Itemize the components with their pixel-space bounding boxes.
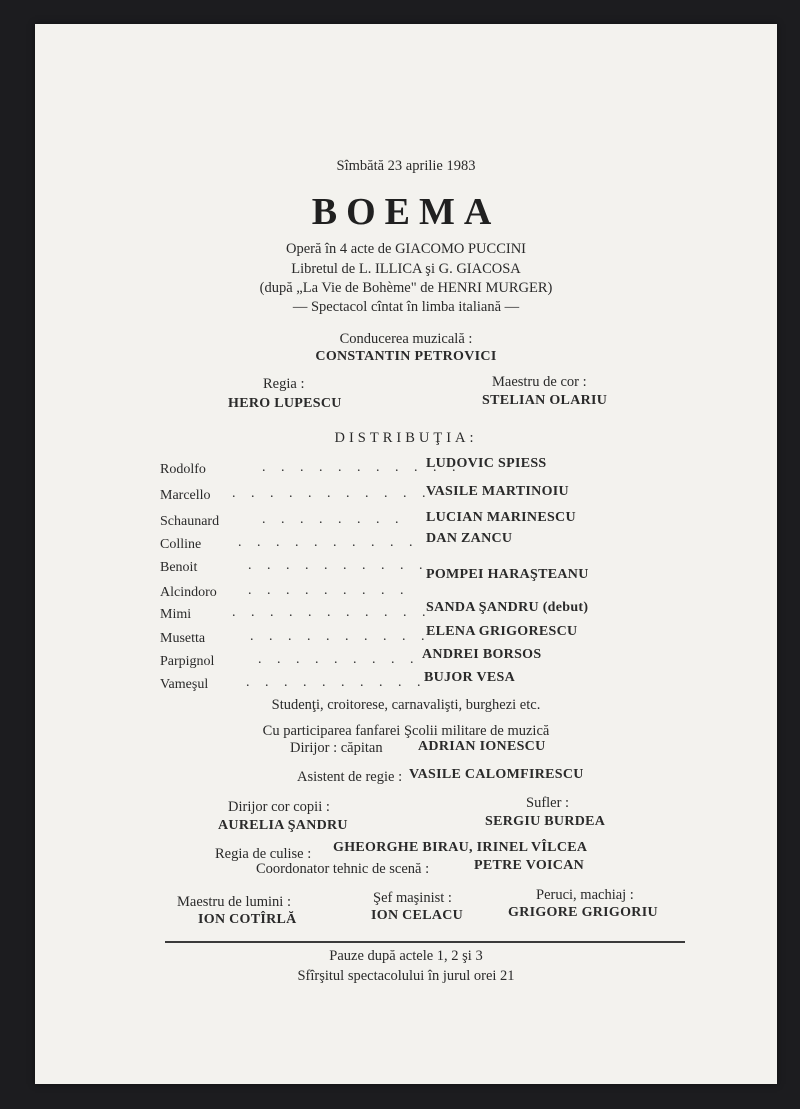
extras-line: Studenţi, croitorese, carnavalişti, burghezi etc. bbox=[271, 697, 541, 713]
assistant-director-label: Asistent de regie : bbox=[297, 769, 403, 785]
cast-role: Colline bbox=[160, 537, 202, 552]
cast-role: Alcindoro bbox=[160, 585, 217, 600]
cast-heading: DISTRIBUŢIA: bbox=[334, 430, 478, 446]
wigs-makeup-name: GRIGORE GRIGORIU bbox=[508, 905, 658, 920]
cast-actor: POMPEI HARAŞTEANU bbox=[426, 567, 589, 582]
cast-leader-dots: . . . . . . . . . . . bbox=[262, 460, 462, 475]
cast-actor: DAN ZANCU bbox=[426, 531, 513, 546]
stage-director-name: HERO LUPESCU bbox=[228, 396, 342, 411]
cast-leader-dots: . . . . . . . . . . bbox=[248, 558, 429, 573]
music-director-name: CONSTANTIN PETROVICI bbox=[315, 349, 497, 364]
subtitle-source: (după „La Vie de Bohème" de HENRI MURGER) bbox=[259, 280, 553, 296]
cast-role: Parpignol bbox=[160, 654, 215, 669]
chief-machinist-name: ION CELACU bbox=[371, 908, 464, 923]
subtitle-language: — Spectacol cîntat în limba italiană — bbox=[292, 299, 520, 315]
cast-actor: LUDOVIC SPIESS bbox=[426, 456, 547, 471]
subtitle-libretto: Libretul de L. ILLICA şi G. GIACOSA bbox=[291, 261, 521, 277]
cast-actor: SANDA ŞANDRU (debut) bbox=[426, 600, 589, 615]
chorus-master-label: Maestru de cor : bbox=[492, 374, 587, 390]
band-conductor-name: ADRIAN IONESCU bbox=[418, 739, 546, 754]
intermission-note: Pauze după actele 1, 2 şi 3 bbox=[329, 948, 483, 964]
performance-date: Sîmbătă 23 aprilie 1983 bbox=[336, 158, 476, 174]
technical-coordinator-label: Coordonator tehnic de scenă : bbox=[256, 861, 430, 877]
cast-leader-dots: . . . . . . . . . . bbox=[246, 675, 427, 690]
cast-actor: LUCIAN MARINESCU bbox=[426, 510, 576, 525]
cast-role: Rodolfo bbox=[160, 462, 206, 477]
cast-actor: ELENA GRIGORESCU bbox=[426, 624, 578, 639]
subtitle-composer: Operă în 4 acte de GIACOMO PUCCINI bbox=[285, 241, 526, 257]
lighting-master-name: ION COTÎRLĂ bbox=[198, 912, 297, 927]
chief-machinist-label: Şef maşinist : bbox=[373, 890, 452, 906]
stage-manager-label: Regia de culise : bbox=[215, 846, 312, 862]
children-chorus-label: Dirijor cor copii : bbox=[228, 799, 330, 815]
cast-leader-dots: . . . . . . . . . bbox=[248, 583, 410, 598]
cast-role: Schaunard bbox=[160, 514, 220, 529]
cast-role: Musetta bbox=[160, 631, 206, 646]
cast-role: Mimi bbox=[160, 607, 192, 622]
band-conductor-label: Dirijor : căpitan bbox=[290, 740, 383, 756]
wigs-makeup-label: Peruci, machiaj : bbox=[536, 887, 634, 903]
prompter-label: Sufler : bbox=[526, 795, 570, 811]
cast-actor: BUJOR VESA bbox=[424, 670, 516, 685]
music-director-label: Conducerea muzicală : bbox=[339, 331, 473, 347]
technical-coordinator-name: PETRE VOICAN bbox=[474, 858, 585, 873]
cast-leader-dots: . . . . . . . . bbox=[262, 512, 405, 527]
footer-divider bbox=[165, 941, 685, 943]
end-time-note: Sfîrşitul spectacolului în jurul orei 21 bbox=[297, 968, 515, 984]
cast-leader-dots: . . . . . . . . . . . bbox=[232, 486, 432, 501]
prompter-name: SERGIU BURDEA bbox=[485, 814, 606, 829]
cast-role: Benoit bbox=[160, 560, 198, 575]
band-line: Cu participarea fanfarei Şcolii militare de muzică bbox=[262, 723, 550, 739]
lighting-master-label: Maestru de lumini : bbox=[177, 894, 291, 910]
cast-actor: ANDREI BORSOS bbox=[422, 647, 542, 662]
assistant-director-name: VASILE CALOMFIRESCU bbox=[409, 767, 584, 782]
cast-role: Marcello bbox=[160, 488, 211, 503]
stage-director-label: Regia : bbox=[263, 376, 305, 392]
cast-actor: VASILE MARTINOIU bbox=[426, 484, 569, 499]
program-sheet bbox=[35, 24, 777, 1084]
cast-leader-dots: . . . . . . . . . . bbox=[250, 629, 431, 644]
children-chorus-name: AURELIA ŞANDRU bbox=[218, 818, 348, 833]
cast-leader-dots: . . . . . . . . . . bbox=[238, 535, 419, 550]
opera-title: BOEMA bbox=[311, 191, 501, 233]
cast-leader-dots: . . . . . . . . . bbox=[258, 652, 420, 667]
cast-leader-dots: . . . . . . . . . . . bbox=[232, 605, 432, 620]
cast-role: Vameşul bbox=[160, 677, 209, 692]
stage-manager-name: GHEORGHE BIRAU, IRINEL VÎLCEA bbox=[333, 840, 588, 855]
chorus-master-name: STELIAN OLARIU bbox=[482, 393, 608, 408]
